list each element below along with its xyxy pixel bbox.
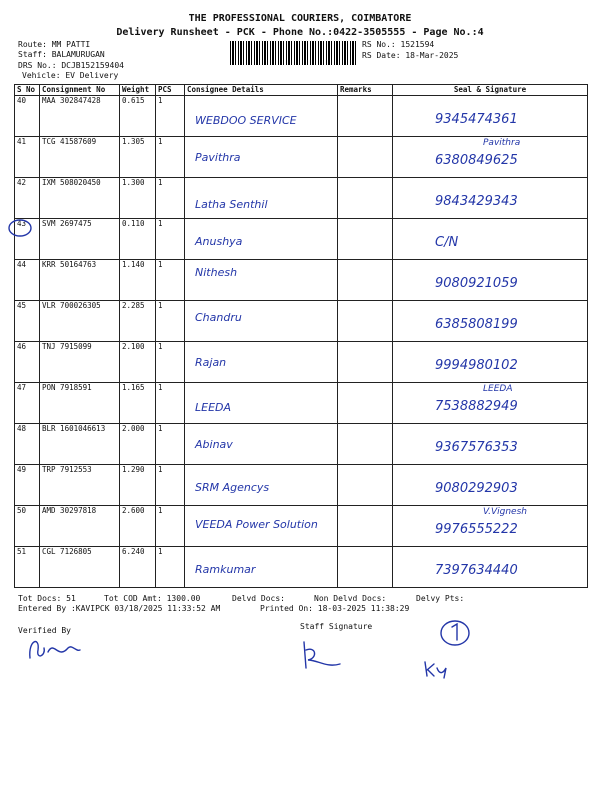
vehicle-label: Vehicle: EV Delivery	[22, 71, 119, 80]
signature-phone: 9843429343	[435, 194, 518, 209]
table-row	[15, 424, 588, 465]
table-row	[15, 342, 588, 383]
consignee-details-cell	[185, 506, 338, 547]
seal-signature-cell	[393, 178, 588, 219]
consignee-name: Latha Senthil	[195, 198, 268, 211]
serial-number-cell: 50	[15, 506, 40, 547]
seal-signature-cell	[393, 96, 588, 137]
company-title: THE PROFESSIONAL COURIERS, COIMBATORE	[188, 13, 412, 24]
col-weight: Weight	[120, 85, 156, 96]
seal-signature-cell	[393, 301, 588, 342]
serial-number-cell: 45	[15, 301, 40, 342]
barcode	[230, 41, 356, 65]
initials-signature	[422, 660, 456, 680]
remarks-cell	[338, 547, 393, 588]
consignee-details-cell	[185, 547, 338, 588]
weight-cell: 1.300	[120, 178, 156, 219]
verified-by-label: Verified By	[18, 626, 71, 635]
weight-cell: 2.100	[120, 342, 156, 383]
serial-number-cell: 46	[15, 342, 40, 383]
drs-label: DRS No.: DCJB152159404	[18, 61, 124, 70]
serial-number-cell: 44	[15, 260, 40, 301]
table-row	[15, 96, 588, 137]
table-header-row	[15, 85, 588, 96]
signature-phone: 9080921059	[435, 276, 518, 291]
tot-docs: Tot Docs: 51	[18, 594, 76, 603]
verified-signature	[24, 630, 84, 666]
consignee-details-cell	[185, 383, 338, 424]
table-row	[15, 383, 588, 424]
remarks-cell	[338, 424, 393, 465]
signature-phone: 9345474361	[435, 112, 518, 127]
pieces-cell: 1	[156, 424, 185, 465]
pieces-cell: 1	[156, 506, 185, 547]
seal-signature-cell	[393, 219, 588, 260]
consignment-number-cell: MAA 302847428	[40, 96, 120, 137]
table-row	[15, 301, 588, 342]
consignee-details-cell	[185, 219, 338, 260]
consignment-number-cell: KRR 50164763	[40, 260, 120, 301]
table-row	[15, 260, 588, 301]
seal-signature-cell	[393, 137, 588, 178]
consignee-name: Rajan	[195, 356, 227, 369]
consignment-number-cell: CGL 7126805	[40, 547, 120, 588]
seal-signature-cell	[393, 506, 588, 547]
signature-phone: 7397634440	[435, 563, 518, 578]
consignee-name: Nithesh	[195, 266, 238, 279]
signature-phone: 9367576353	[435, 440, 518, 455]
signature-phone: 9976555222	[435, 522, 518, 537]
weight-cell: 6.240	[120, 547, 156, 588]
consignment-number-cell: SVM 2697475	[40, 219, 120, 260]
serial-number-cell: 41	[15, 137, 40, 178]
consignee-details-cell	[185, 96, 338, 137]
circled-one-icon	[438, 618, 472, 648]
serial-number-cell: 42	[15, 178, 40, 219]
col-remarks: Remarks	[338, 85, 393, 96]
signatory-name: Pavithra	[483, 138, 521, 148]
consignment-number-cell: BLR 1601046613	[40, 424, 120, 465]
rs-number: RS No.: 1521594	[362, 40, 435, 49]
col-consignment: Consignment No	[40, 85, 120, 96]
signature-phone: 6380849625	[435, 153, 518, 168]
runsheet-table	[14, 84, 588, 588]
consignee-name: SRM Agencys	[195, 481, 270, 494]
weight-cell: 1.140	[120, 260, 156, 301]
weight-cell: 1.165	[120, 383, 156, 424]
seal-signature-cell	[393, 383, 588, 424]
consignee-details-cell	[185, 178, 338, 219]
consignee-details-cell	[185, 137, 338, 178]
consignee-details-cell	[185, 465, 338, 506]
signature-phone: C/N	[435, 235, 459, 250]
weight-cell: 0.110	[120, 219, 156, 260]
seal-signature-cell	[393, 547, 588, 588]
table-row	[15, 547, 588, 588]
signature-phone: 9080292903	[435, 481, 518, 496]
table-row	[15, 178, 588, 219]
pieces-cell: 1	[156, 96, 185, 137]
remarks-cell	[338, 342, 393, 383]
consignment-number-cell: TRP 7912553	[40, 465, 120, 506]
remarks-cell	[338, 506, 393, 547]
weight-cell: 2.600	[120, 506, 156, 547]
non-delvd-docs: Non Delvd Docs:	[314, 594, 387, 603]
seal-signature-cell	[393, 465, 588, 506]
signature-phone: 9994980102	[435, 358, 518, 373]
pieces-cell: 1	[156, 260, 185, 301]
tot-cod: Tot COD Amt: 1300.00	[104, 594, 201, 603]
serial-number-cell: 47	[15, 383, 40, 424]
weight-cell: 0.615	[120, 96, 156, 137]
delvd-docs: Delvd Docs:	[232, 594, 285, 603]
col-consignee: Consignee Details	[185, 85, 338, 96]
consignee-name: Abinav	[195, 438, 233, 451]
consignment-number-cell: PON 7918591	[40, 383, 120, 424]
staff-signature	[296, 638, 346, 672]
pieces-cell: 1	[156, 342, 185, 383]
col-signature: Seal & Signature	[393, 85, 588, 96]
remarks-cell	[338, 137, 393, 178]
remarks-cell	[338, 96, 393, 137]
serial-number-cell: 48	[15, 424, 40, 465]
printed-on: Printed On: 18-03-2025 11:38:29	[260, 604, 410, 613]
consignment-number-cell: TCG 41587609	[40, 137, 120, 178]
consignee-details-cell	[185, 260, 338, 301]
remarks-cell	[338, 465, 393, 506]
signature-phone: 6385808199	[435, 317, 518, 332]
weight-cell: 2.285	[120, 301, 156, 342]
serial-number-cell: 40	[15, 96, 40, 137]
consignment-number-cell: VLR 700026305	[40, 301, 120, 342]
seal-signature-cell	[393, 260, 588, 301]
signature-phone: 7538882949	[435, 399, 518, 414]
weight-cell: 1.290	[120, 465, 156, 506]
consignee-name: Pavithra	[195, 151, 241, 164]
staff-label: Staff: BALAMURUGAN	[18, 50, 105, 59]
serial-number-cell: 51	[15, 547, 40, 588]
remarks-cell	[338, 219, 393, 260]
signatory-name: V.Vignesh	[483, 507, 527, 517]
pieces-cell: 1	[156, 137, 185, 178]
delvy-pts: Delvy Pts:	[416, 594, 465, 603]
consignee-details-cell	[185, 301, 338, 342]
table-row	[15, 506, 588, 547]
consignee-name: LEEDA	[195, 401, 232, 414]
table-row	[15, 137, 588, 178]
pieces-cell: 1	[156, 178, 185, 219]
consignee-name: Chandru	[195, 311, 242, 324]
signatory-name: LEEDA	[483, 384, 513, 394]
table-row	[15, 465, 588, 506]
route-label: Route: MM PATTI	[18, 40, 91, 49]
table-row	[15, 219, 588, 260]
weight-cell: 2.000	[120, 424, 156, 465]
consignee-name: Ramkumar	[195, 563, 256, 576]
consignee-details-cell	[185, 342, 338, 383]
consignee-name: WEBDOO SERVICE	[195, 114, 297, 127]
serial-number-cell: 43	[15, 219, 40, 260]
remarks-cell	[338, 260, 393, 301]
consignment-number-cell: AMD 30297818	[40, 506, 120, 547]
seal-signature-cell	[393, 424, 588, 465]
col-pcs: PCS	[156, 85, 185, 96]
pieces-cell: 1	[156, 301, 185, 342]
entered-by: Entered By :KAVIPCK 03/18/2025 11:33:52 AM	[18, 604, 221, 613]
remarks-cell	[338, 383, 393, 424]
consignee-name: Anushya	[195, 235, 243, 248]
circled-mark-icon	[7, 218, 33, 238]
consignee-name: VEEDA Power Solution	[195, 518, 318, 531]
pieces-cell: 1	[156, 465, 185, 506]
seal-signature-cell	[393, 342, 588, 383]
col-sno: S No	[15, 85, 40, 96]
weight-cell: 1.305	[120, 137, 156, 178]
runsheet-title: Delivery Runsheet - PCK - Phone No.:0422-3505555 - Page No.:4	[116, 27, 484, 38]
staff-signature-label: Staff Signature	[300, 622, 373, 631]
rs-date: RS Date: 18-Mar-2025	[362, 51, 459, 60]
pieces-cell: 1	[156, 547, 185, 588]
pieces-cell: 1	[156, 219, 185, 260]
consignment-number-cell: TNJ 7915099	[40, 342, 120, 383]
remarks-cell	[338, 178, 393, 219]
remarks-cell	[338, 301, 393, 342]
consignment-number-cell: IXM 508020450	[40, 178, 120, 219]
serial-number-cell: 49	[15, 465, 40, 506]
pieces-cell: 1	[156, 383, 185, 424]
consignee-details-cell	[185, 424, 338, 465]
